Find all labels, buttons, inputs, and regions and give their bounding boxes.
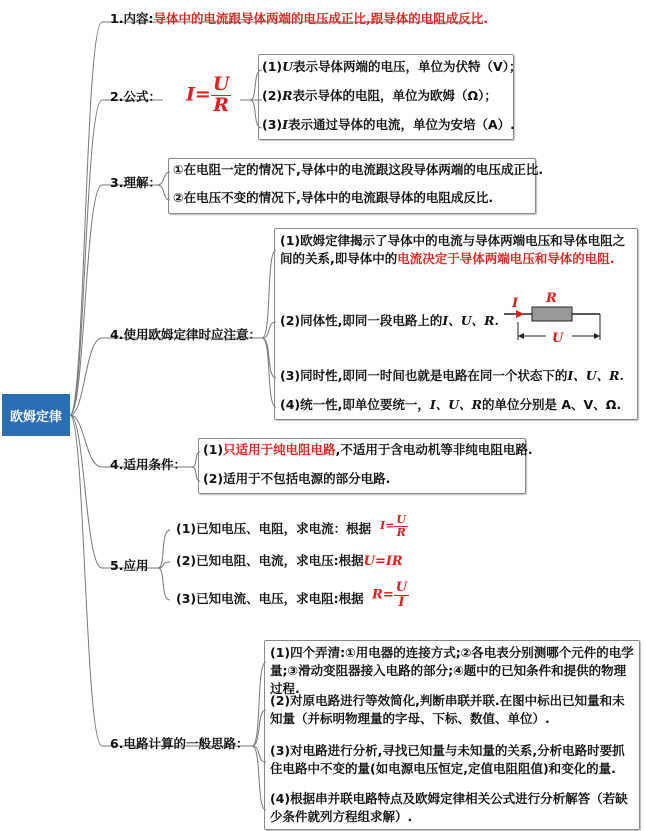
notes-item-2[interactable]: (2)同体性,即同一段电路上的I、U、R. bbox=[280, 313, 499, 328]
application-item-1[interactable]: (1)已知电压、电阻，求电流：根据 bbox=[176, 521, 372, 536]
notes-label[interactable]: 4.使用欧姆定律时应注意： bbox=[110, 327, 261, 342]
ohm-formula bbox=[186, 75, 231, 116]
content-node[interactable] bbox=[110, 10, 488, 28]
application-label[interactable]: 5.应用 bbox=[110, 558, 149, 573]
method-item-3[interactable]: (3)对电路进行分析,寻找已知量与未知量的关系,分析电路时要抓住电路中不变的量(如电源电压恒定,定值电阻阻值)和变化的量. bbox=[270, 743, 625, 776]
formula-item-3[interactable]: (3)I表示通过导体的电流，单位为安培（A）. bbox=[262, 117, 515, 132]
current-arrow-icon bbox=[516, 310, 524, 318]
application-item-2[interactable]: (2)已知电阻、电流，求电压:根据U=IR bbox=[176, 553, 403, 569]
formula-den: R bbox=[213, 93, 229, 116]
understanding-item-2[interactable]: ②在电压不变的情况下,导体中的电流跟导体的电阻成反比. bbox=[173, 190, 494, 205]
conditions-label[interactable]: 4.适用条件： bbox=[110, 457, 186, 472]
content-text: 导体中的电流跟导体两端的电压成正比,跟导体的电阻成反比. bbox=[153, 11, 488, 26]
understanding-item-1[interactable]: ①在电阻一定的情况下,导体中的电流跟这段导体两端的电压成正比. bbox=[173, 162, 544, 177]
circuit-resistor-label: R bbox=[546, 291, 557, 306]
circuit-voltage-label: U bbox=[552, 331, 564, 346]
notes-item-4[interactable]: (4)统一性,即单位要统一，I、U、R的单位分别是 A、V、Ω. bbox=[280, 397, 622, 412]
method-item-1[interactable]: (1)四个弄清:①用电器的连接方式;②各电表分别测哪个元件的电学量;③滑动变阻器接入电路的部分;④题中的已知条件和提供的物理过程. bbox=[270, 645, 634, 696]
circuit-diagram bbox=[500, 288, 610, 350]
content-label: 1.内容: bbox=[110, 11, 154, 26]
method-item-2[interactable]: (2)对原电路进行等效简化,判断串联并联.在图中标出已知量和未知量（并标明物理量的字母、下标、数值、单位）. bbox=[270, 693, 625, 726]
resistor-icon bbox=[532, 307, 572, 321]
formula-num: U bbox=[212, 73, 230, 95]
formula-eq: = bbox=[194, 83, 211, 106]
root-node[interactable]: 欧姆定律 bbox=[2, 394, 70, 436]
conditions-item-1[interactable]: (1)只适用于纯电阻电路,不适用于含电动机等非纯电阻电路. bbox=[203, 442, 533, 457]
method-label[interactable]: 6.电路计算的一般思路： bbox=[110, 736, 249, 751]
notes-item-1[interactable]: (1)欧姆定律揭示了导体中的电流与导体两端电压和导体电阻之间的关系,即导体中的电流决定于导体两端电压和导体的电阻. bbox=[280, 233, 626, 266]
application-formula-1: I= $\frac{U}{R}$ bbox=[380, 513, 406, 539]
method-item-4[interactable]: (4)根据串并联电路特点及欧姆定律相关公式进行分析解答（若缺少条件就列方程组求解）. bbox=[270, 791, 628, 824]
formula-label[interactable]: 2.公式： bbox=[110, 89, 161, 104]
notes-item-3[interactable]: (3)同时性,即同一时间也就是电路在同一个状态下的I、U、R. bbox=[280, 368, 624, 383]
application-formula-2: U=IR bbox=[363, 554, 403, 569]
application-formula-3: R= $\frac{U}{I}$ bbox=[372, 580, 408, 610]
understanding-label[interactable]: 3.理解： bbox=[110, 175, 161, 190]
formula-lhs: I bbox=[186, 83, 195, 106]
formula-item-2[interactable]: (2)R表示导体的电阻，单位为欧姆（Ω）； bbox=[262, 88, 497, 103]
circuit-current-label: I bbox=[512, 296, 519, 311]
conditions-item-2[interactable]: (2)适用于不包括电源的部分电路. bbox=[203, 471, 391, 486]
application-item-3[interactable]: (3)已知电流、电压，求电阻:根据 bbox=[176, 591, 364, 606]
formula-item-1[interactable]: (1)U表示导体两端的电压，单位为伏特（V）； bbox=[262, 59, 522, 74]
